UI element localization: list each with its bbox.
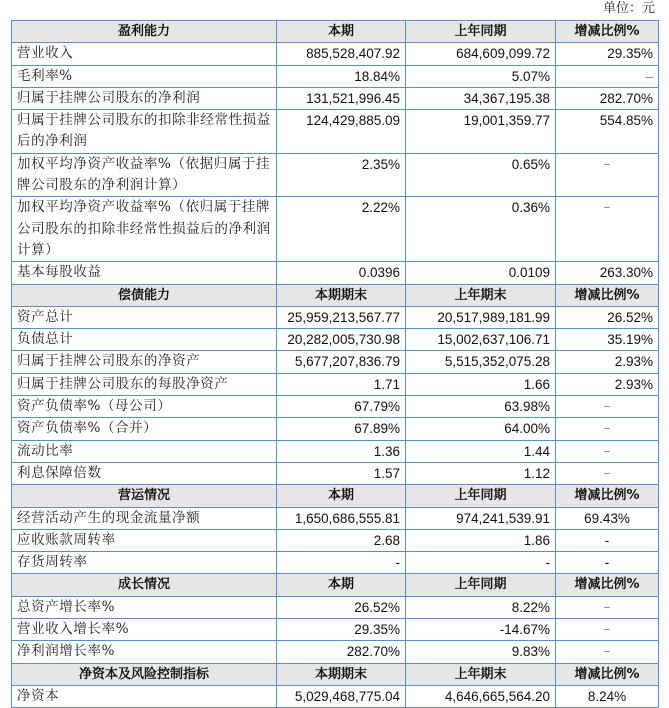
- table-row: [12, 619, 659, 641]
- table-row: [12, 329, 659, 351]
- current-value: 2.22%: [277, 197, 406, 262]
- current-value: 18.84%: [277, 65, 406, 87]
- previous-value: 684,609,099.72: [406, 43, 556, 65]
- change-value: –: [556, 641, 659, 663]
- table-row: [12, 685, 659, 707]
- column-header-current: 本期: [277, 21, 406, 43]
- current-value: 1.57: [277, 462, 406, 484]
- section-header-growth: [12, 574, 659, 596]
- current-value: 2.35%: [277, 153, 406, 197]
- current-value: 25,959,213,567.77: [277, 306, 406, 328]
- table-row: [12, 396, 659, 418]
- current-value: 1.71: [277, 373, 406, 395]
- table-row: [12, 507, 659, 529]
- previous-value: 1.66: [406, 373, 556, 395]
- change-value: 2.93%: [556, 373, 659, 395]
- column-header-previous: 上年期末: [406, 663, 556, 685]
- table-row: [12, 110, 659, 154]
- change-value: –: [556, 596, 659, 618]
- row-label: 加权平均净资产收益率%（依据归属于挂牌公司股东的净利润计算）: [12, 153, 277, 197]
- change-value: –: [556, 197, 659, 262]
- previous-value: 4,646,665,564.20: [406, 685, 556, 707]
- table-row: [12, 43, 659, 65]
- section-title: 偿债能力: [12, 284, 277, 306]
- change-value: -: [556, 529, 659, 551]
- change-value: -: [556, 552, 659, 574]
- current-value: 67.79%: [277, 396, 406, 418]
- change-value: 69.43%: [556, 507, 659, 529]
- previous-value: 974,241,539.91: [406, 507, 556, 529]
- current-value: 29.35%: [277, 619, 406, 641]
- current-value: 26.52%: [277, 596, 406, 618]
- row-label: 归属于挂牌公司股东的净利润: [12, 87, 277, 109]
- previous-value: 15,002,637,106.71: [406, 329, 556, 351]
- row-label: 应收账款周转率: [12, 529, 277, 551]
- current-value: 282.70%: [277, 641, 406, 663]
- row-label: 营业收入: [12, 43, 277, 65]
- current-value: 67.89%: [277, 418, 406, 440]
- row-label: 加权平均净资产收益率%（依归属于挂牌公司股东的扣除非经常性损益后的净利润计算）: [12, 197, 277, 262]
- column-header-change: 增减比例%: [556, 284, 659, 306]
- column-header-change: 增减比例%: [556, 663, 659, 685]
- unit-label: 单位：元: [602, 1, 655, 16]
- change-value: 35.19%: [556, 329, 659, 351]
- table-row: [12, 596, 659, 618]
- previous-value: 34,367,195.38: [406, 87, 556, 109]
- previous-value: 8.22%: [406, 596, 556, 618]
- previous-value: 0.65%: [406, 153, 556, 197]
- current-value: -: [277, 552, 406, 574]
- previous-value: 0.0109: [406, 262, 556, 284]
- change-value: –: [556, 440, 659, 462]
- section-header-solvency: [12, 284, 659, 306]
- change-value: –: [556, 65, 659, 87]
- change-value: 554.85%: [556, 110, 659, 154]
- table-row: [12, 351, 659, 373]
- table-row: [12, 153, 659, 197]
- row-label: 归属于挂牌公司股东的净资产: [12, 351, 277, 373]
- row-label: 资产负债率%（母公司）: [12, 396, 277, 418]
- section-title: 盈利能力: [12, 21, 277, 43]
- row-label: 净资本: [12, 685, 277, 707]
- change-value: 282.70%: [556, 87, 659, 109]
- table-row: [12, 262, 659, 284]
- row-label: 流动比率: [12, 440, 277, 462]
- section-title: 营运情况: [12, 485, 277, 507]
- column-header-current: 本期: [277, 574, 406, 596]
- row-label: 毛利率%: [12, 65, 277, 87]
- previous-value: 9.83%: [406, 641, 556, 663]
- previous-value: 63.98%: [406, 396, 556, 418]
- previous-value: 1.44: [406, 440, 556, 462]
- current-value: 885,528,407.92: [277, 43, 406, 65]
- row-label: 基本每股收益: [12, 262, 277, 284]
- previous-value: 64.00%: [406, 418, 556, 440]
- change-value: –: [556, 418, 659, 440]
- table-row: [12, 552, 659, 574]
- change-value: –: [556, 153, 659, 197]
- table-row: [12, 87, 659, 109]
- current-value: 5,029,468,775.04: [277, 685, 406, 707]
- column-header-current: 本期期末: [277, 663, 406, 685]
- previous-value: 0.36%: [406, 197, 556, 262]
- column-header-change: 增减比例%: [556, 485, 659, 507]
- previous-value: 20,517,989,181.99: [406, 306, 556, 328]
- current-value: 1.36: [277, 440, 406, 462]
- previous-value: 19,001,359.77: [406, 110, 556, 154]
- table-row: [12, 197, 659, 262]
- row-label: 净利润增长率%: [12, 641, 277, 663]
- table-row: [12, 65, 659, 87]
- current-value: 131,521,996.45: [277, 87, 406, 109]
- row-label: 负债总计: [12, 329, 277, 351]
- current-value: 20,282,005,730.98: [277, 329, 406, 351]
- change-value: –: [556, 396, 659, 418]
- table-row: [12, 641, 659, 663]
- table-row: [12, 306, 659, 328]
- change-value: 2.93%: [556, 351, 659, 373]
- row-label: 归属于挂牌公司股东的扣除非经常性损益后的净利润: [12, 110, 277, 154]
- previous-value: 5.07%: [406, 65, 556, 87]
- change-value: 8.24%: [556, 685, 659, 707]
- current-value: 2.68: [277, 529, 406, 551]
- row-label: 总资产增长率%: [12, 596, 277, 618]
- current-value: 0.0396: [277, 262, 406, 284]
- section-title: 成长情况: [12, 574, 277, 596]
- section-title: 净资本及风险控制指标: [12, 663, 277, 685]
- table-row: [12, 418, 659, 440]
- row-label: 利息保障倍数: [12, 462, 277, 484]
- column-header-previous: 上年同期: [406, 485, 556, 507]
- current-value: 1,650,686,555.81: [277, 507, 406, 529]
- row-label: 营业收入增长率%: [12, 619, 277, 641]
- column-header-change: 增减比例%: [556, 21, 659, 43]
- previous-value: -14.67%: [406, 619, 556, 641]
- previous-value: 1.86: [406, 529, 556, 551]
- row-label: 资产总计: [12, 306, 277, 328]
- row-label: 归属于挂牌公司股东的每股净资产: [12, 373, 277, 395]
- current-value: 5,677,207,836.79: [277, 351, 406, 373]
- table-row: [12, 373, 659, 395]
- section-header-operations: [12, 485, 659, 507]
- column-header-previous: 上年期末: [406, 284, 556, 306]
- table-row: [12, 440, 659, 462]
- column-header-current: 本期期末: [277, 284, 406, 306]
- column-header-current: 本期: [277, 485, 406, 507]
- table-row: [12, 462, 659, 484]
- previous-value: 5,515,352,075.28: [406, 351, 556, 373]
- table-row: [12, 529, 659, 551]
- column-header-change: 增减比例%: [556, 574, 659, 596]
- change-value: 26.52%: [556, 306, 659, 328]
- row-label: 经营活动产生的现金流量净额: [12, 507, 277, 529]
- section-header-net-capital: [12, 663, 659, 685]
- change-value: 29.35%: [556, 43, 659, 65]
- column-header-previous: 上年同期: [406, 21, 556, 43]
- previous-value: 1.12: [406, 462, 556, 484]
- current-value: 124,429,885.09: [277, 110, 406, 154]
- change-value: –: [556, 462, 659, 484]
- change-value: 263.30%: [556, 262, 659, 284]
- section-header-profitability: [12, 21, 659, 43]
- previous-value: -: [406, 552, 556, 574]
- row-label: 存货周转率: [12, 552, 277, 574]
- column-header-previous: 上年同期: [406, 574, 556, 596]
- change-value: –: [556, 619, 659, 641]
- row-label: 资产负债率%（合并）: [12, 418, 277, 440]
- financial-indicators-table: [11, 20, 659, 708]
